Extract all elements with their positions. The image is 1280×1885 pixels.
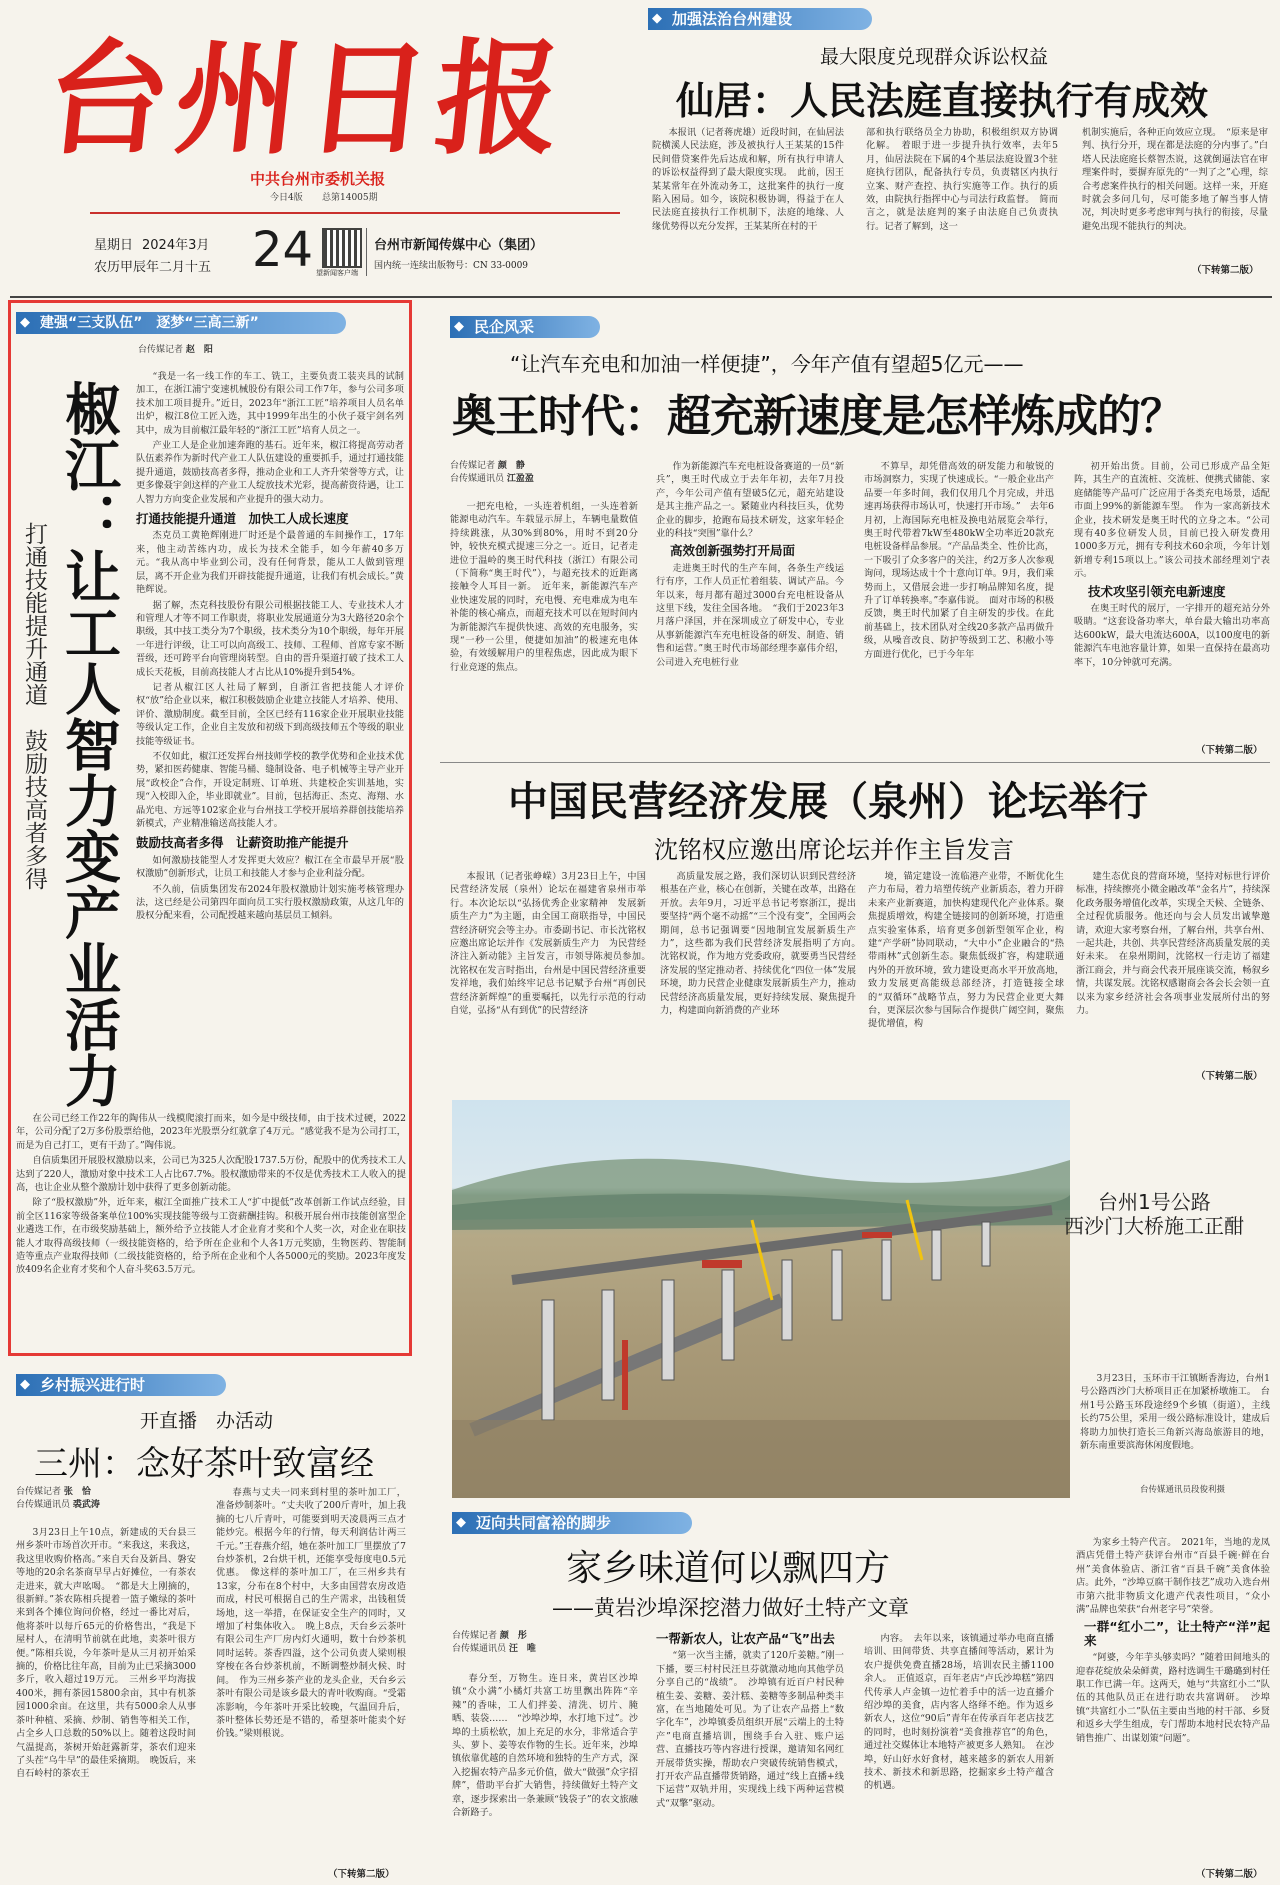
feature-subheadline: 打通技能提升通道 鼓励技高者多得 — [21, 522, 47, 890]
forum-col-1-text: 本报讯（记者张峥嵘）3月23日上午，中国民营经济发展（泉州）论坛在福建省泉州市举行。本次论坛以“弘扬优秀企业家精神 发展新质生产力”为主题，由全国工商联指导，中国民营经济研究会等主办。市委副书记、市长沈铭权应邀出席论坛并作《发展新质生产力 为民营经济注入新动能》主旨发言，市领导陈昶员参加。 沈铭权在发言时指出，台州是中国民营经济重要发祥地，我们始终牢记总书记赋予台州“再创民营经济新辉煌”的重要嘱托，以先行示范的行动自觉，弘扬“从有到优”的民营经济 — [450, 871, 656, 1017]
town-col-1-text: 春分至，万物生。连日来，黄岩区沙埠镇“众小满”小橘灯共富工坊里飘出阵阵“辛辣”的香味，工人们拌姜、清洗、切片、腌晒、装袋…… “沙埠沙埠，水打地下过”。沙埠的土质松软，加上充足的水分，非常适合芋头、萝卜、姜等农作物的生长。近年来，沙埠镇依靠优越的自然环境和独特的生产方式，深入挖掘农特产品多元价值，做大“做强”众字招牌”，借助平台扩大销售，持续做好土特产文章，逐步探索出一条兼顾“钱袋子”的农文旅融合新路子。 — [452, 1673, 638, 1819]
top-story-headline: 仙居：人民法庭直接执行有成效 — [676, 79, 1209, 123]
tea-byline-2-name: 裘武涛 — [72, 1500, 100, 1510]
feature-para-11: 除了“股权激励”外，近年来，椒江全面推广技术工人“扩中提低”改革创新工作试点经验，目前全区116家等级备案单位100%实现技能等级与工资薪酬挂钩。积极开展台州市技能创富型企业遴选工作，在市级奖励基础上，额外给予立技能人才企业育才奖和个人奖一次，对企业在职技能人才取得高级技师（一级技能资格的，给予所在企业和个人各1万元奖励，生物医药、智能制造等重点产业取得技师（二级技能资格的，给予所在企业和个人各5000元的奖励。2023年度发放409名企业育才奖和个人奋斗奖63.5万元。 — [16, 1197, 406, 1276]
qr-code-icon — [322, 228, 362, 268]
town-col-3-text: 内容。 去年以来，该镇通过举办电商直播培训、田间带货、共享直播间等活动，累计为农户提供免费直播28场，培训农民主播1100余人。 正值返京，百年老店“卢氏沙埠糕”第四代传承人卢金镇一边忙着手中的活一边直播介绍沙埠的美食，店内客人络绎不绝。作为返乡新农人，这位“90后”青年在传承百年老店技艺的同时，也时刻扮演着“美食推荐官”的角色，通过社交媒体让本地特产被更多人熟知。 在沙埠，好山好水好食材，越来越多的新农人用新技术、新技术和新思路，挖掘家乡土特产蕴含的机遇。 — [864, 1633, 1054, 1792]
year-month: 2024年3月 — [142, 238, 210, 253]
tea-continued: （下转第二版） — [328, 1869, 395, 1880]
top-story-col-2: 部和执行联络员全力协助，积极组织双方协调化解。 着眼于进一步提升执行效率，去年5月，仙居法院在下属的4个基层法庭设置3个驻庭执行团队，配备执行专员，负责辖区内执行立案、财产查控、执行实施等工作。执行的质效，由院执行指挥中心与司法行政监督。 简而言之，就是法庭判的案子由法庭自己负责执行。记者了解到，这一 — [866, 127, 1058, 232]
feature-headline: 椒江：让工人智力变产业活力 — [56, 380, 121, 1108]
bridge-photo — [452, 1100, 1070, 1498]
ev-col-4 — [1074, 460, 1270, 742]
town-subheadline: ——黄岩沙埠深挖潜力做好土特产文章 — [552, 1596, 909, 1620]
forum-col-4-text: 建生态优良的营商环境，坚持对标世行评价标准，持续擦亮小微金融改革“金名片”，持续深化政务服务增值化改革，实现全天候、全链条、全过程优质服务。他还向与会人员发出诚挚邀请，欢迎大家考察台州，了解台州，共享台州、一起共赴，共创、共享民营经济高质量发展的美好未来。 在泉州期间，沈铭权一行走访了福建浙江商会，并与商会代表开展座谈交流，畅叙乡情，共谋发展。沈铭权感谢商会各会长会领一直以来为家乡经济社会各项事业发展所付出的努力。 — [1076, 871, 1270, 1017]
town-col-4 — [1076, 1536, 1270, 1866]
tea-byline-1-role: 台传媒记者 — [16, 1487, 62, 1497]
photo-title-line-2: 西沙门大桥施工正酣 — [1064, 1214, 1244, 1238]
top-story-col-1: 本报讯（记者蒋虎雄）近段时间，在仙居法院横溪人民法庭，涉及被执行人王某某的15件民间借贷案件先后达成和解，所有执行申请人的诉讼权益得到了最大限度实现。 此前，因王某某常年在外流动务工，这批案件的执行一度陷入困局。如今，该院积极协调，得益于在人民法庭直接执行工作机制下，法庭的地缘、人缘优势得以充分发挥，王某某所在村的干 — [652, 127, 844, 232]
feature-para-3: 杰克员工黄艳辉刚进厂时还是个最普通的车间操作工，17年来，他主动苦练内功，成长为技术全能手，如今年薪40多万元。“我从高中毕业到公司，没有任何背景，能从工人做到管理层，离不开企业为我们开辟技能提升通道，让我们有机会成长。”黄艳辉说。 — [136, 530, 404, 596]
masthead — [30, 14, 630, 292]
town-col-3 — [864, 1632, 1054, 1880]
feature-text-top — [136, 370, 404, 1110]
tea-byline-2-role: 台传媒通讯员 — [16, 1500, 71, 1510]
feature-byline-role: 台传媒记者 — [138, 345, 184, 355]
tea-col-2 — [216, 1486, 406, 1866]
forum-col-1 — [450, 870, 656, 1092]
town-col-4-text: 为家乡土特产代言。 2021年，当地的龙凤酒店凭借土特产获评台州市“百县千碗·鲜在台州”美食体验店、浙江省“百县千碗”美食体验店。此外，“沙埠豆腐干制作技艺”成功入选台州市第六批非物质文化遗产代表性项目，“众小满”品牌也荣获“台州老字号”荣誉。 — [1076, 1537, 1270, 1616]
ev-col-2-text-b: 走进奥王时代的生产车间，各条生产线运行有序，工作人员正忙着组装、调试产品。今年以来，每月都有超过3000台充电桩设备从这里下线，发往全国各地。 “我们于2023年3月落户泽国，并在深圳成立了研发中心，专业从事新能源汽车充电桩设备的研发、制造、销售和运营。”奥王时代市场部经理李嘉伟介绍，公司进入充电桩行业 — [656, 562, 844, 668]
photo-title-line-1: 台州1号公路 — [1098, 1190, 1211, 1214]
section-rule-ev — [440, 762, 1270, 763]
feature-para-10: 自信质集团开展股权激励以来，公司已为325人次配股1737.5万份，配股中的优秀技术工人达到了220人，激励对象中技术工人占比67.7%。股权激励带来的不仅是优秀技术工人收入的提高，也让企业从整个激励计划中获得了更多创新动能。 — [16, 1155, 406, 1194]
ev-col-2 — [656, 460, 844, 740]
town-byline — [452, 1630, 536, 1656]
town-subhead-2: 一群“红小二”，让土特产“洋”起来 — [1084, 1619, 1270, 1648]
lunar-date: 农历甲辰年二月十五 — [94, 260, 212, 275]
town-col-2-text: “第一次当主播，就卖了120斤姜糖。”刚一下播，要三村村民汪旦芬就激动地向其他学员分享自己的“战绩”。 沙埠镇有近百户村民种植生姜、姜糖、姜汁糕、姜糖等多制品种类丰富，在当地随处可见。为了让农产品搭上“数字化车”，沙埠镇委员组织开展“云端上的土特产”电商直播培训，围绕手台入驻、账户运营、直播技巧等内容进行授课，邀请知名网红开展带货实操，帮助农户突破传统销售模式，打开农产品直播带货销路，通过“线上直播+线下运营”双轨并用，实现线上线下两种运营模式“双擎”驱动。 — [656, 1650, 844, 1809]
party-organ-label: 中共台州市委机关报 — [250, 170, 386, 188]
town-headline: 家乡味道何以飘四方 — [566, 1548, 891, 1589]
feature-para-7: 如何激励技能型人才发挥更大效应？椒江在全市最早开展“股权激励”创新形式，让员工和技能人才参与企业利益分配。 — [136, 854, 404, 880]
ev-col-1-text: 一把充电枪，一头连着机组，一头连着新能源电动汽车。车载显示屏上，车辆电量数值持续跳涨，从30%到80%，用时不到20分钟，较快充模式提速三分之一。近日，记者走进位于温岭的奥王时代科技（浙江）有限公司（下简称“奥王时代”），与超充技术的近距离接触令人耳目一新。 近年来，新能源汽车产业快速发展的同时，充电慢、充电难成为电车补能的核心痛点，而超充技术可以在短时间内为新能源汽车提供快速、高效的充电服务，实现“一秒一公里，便捷如加油”的极速充电体验，有效缓解用户的里程焦虑，因此成为眼下行业竞逐的焦点。 — [450, 501, 638, 673]
ev-subhead-2: 技术攻坚引领充电新速度 — [1088, 583, 1226, 599]
tea-byline-1-name: 张 恰 — [63, 1487, 91, 1497]
feature-para-5: 记者从椒江区人社局了解到，自浙江省把技能人才评价权“放”给企业以来，椒江积极鼓励企业建立技能人才培养、使用、评价、激励制度。截至目前，全区已经有116家企业开展职业技能等级认定工作，企业自主发放和初级下到高级技师五个等级的职业技能等级证书。 — [136, 681, 404, 747]
issue-number: 总第14005期 — [322, 193, 378, 203]
feature-para-9: 在公司已经工作22年的陶伟从一线模爬滚打而来，如今是中级技师，由于技术过硬，2022年，公司分配了2万多份股票给他，2023年光股票分红就拿了4万元。“感觉我不是为公司打工，而是为自己打工，更有干劲了。”陶伟说。 — [16, 1113, 406, 1151]
photo-credit: 台传媒通讯员段俊利摄 — [1140, 1485, 1226, 1495]
feature-para-4: 据了解，杰克科技股份有限公司根据技能工人、专业技术人才和管理人才等不同工作职责，将职业发展通道分为3大路径20余个职级，其中技工类分为7个职级，技术类分为10个职级，每年开展一年进行评级，让工可以向高级工、技师、工程师、首席专家不断晋级，还可跨平台向管理岗转型。自由的晋升渠道打破了技术工人成长天花板，目前高技能人才占比从10%提升到54%。 — [136, 599, 404, 678]
town-subhead-1: 一帮新农人，让农产品“飞”出去 — [656, 1631, 835, 1646]
feature-para-8: 不久前，信质集团发布2024年股权激励计划实施考核管理办法，这已经是公司第四年面向员工实行股权激励政策，从这几年的股权分配来看，公司配授越来越向基层员工倾斜。 — [136, 883, 404, 922]
ev-col-4-text-b: 在奥王时代的展厅，一字排开的超充站分外吸睛。“这套设备功率大，单台最大输出功率高达600kW，最大电流达600A，以100度电的新能源汽车电池容量计算，如果一直保持在最高功率下，10分钟就可充满。 — [1074, 603, 1270, 668]
feature-para-2: 产业工人是企业加速奔跑的基石。近年来，椒江将提高劳动者队伍素养作为新时代产业工人队伍建设的重要抓手，通过打通技能提升通道，鼓励技高者多得，推动企业和工人齐升荣誉等方式，让更多像聂宇剑这样的产业工人绽放技术光彩，提高薪资待遇，让工人智力方向变企业发展和产业提升的强大动力。 — [136, 440, 404, 505]
top-story-banner: ◆ 加强法治台州建设 — [648, 8, 872, 30]
section-rule-top — [10, 296, 1272, 298]
publisher: 台州市新闻传媒中心（集团） — [374, 238, 544, 253]
ev-col-1 — [450, 500, 638, 740]
ev-subhead-1: 高效创新强势打开局面 — [670, 543, 796, 559]
masthead-rule — [90, 212, 620, 214]
cn-number: 国内统一连续出版物号：CN 33-0009 — [374, 261, 529, 271]
feature-banner: ◆ 建强“三支队伍” 逐梦“三高三新” — [16, 312, 346, 334]
town-continued: （下转第二版） — [1196, 1869, 1263, 1880]
tea-byline — [16, 1486, 100, 1512]
weekday: 星期日 — [94, 238, 134, 253]
forum-col-2 — [660, 870, 866, 1092]
town-byline-1-name: 颜 彤 — [499, 1631, 527, 1641]
town-byline-1-role: 台传媒记者 — [452, 1631, 498, 1641]
bridge-photo-illustration — [452, 1100, 1070, 1498]
feature-subhead-1: 打通技能提升通道 加快工人成长速度 — [136, 511, 349, 527]
day-number: 24 — [252, 222, 314, 278]
town-banner: ◆ 迈向共同富裕的脚步 — [452, 1512, 692, 1534]
top-story-col-3: 机制实施后，各种正向效应立现。 “原来是审判、执行分开，现在都是法庭的分内事了。”白塔人民法庭庭长蔡智杰说，这就倒逼法官在审理案件时，要摒弃原先的“一判了之”心理，综合考虑案件执行的相关问题。这样一来，开庭时就会多问几句，尽可能多地了解当事人情况，判决时更多考虑审判与执行的衔接，尽量避免出现不能执行的判决。 — [1082, 127, 1268, 232]
newspaper-title: 台州日报 — [38, 27, 574, 172]
feature-para-1: “我是一名一线工作的车工、铣工，主要负责工装夹具的试制加工，在浙江浦宁变速机械股份有限公司工作7年，参与公司多项技术加工项目提升。”近日，2023年“浙江工匠”培养项目人员名单出炉，椒江8位工匠入选，其中1999年出生的小伙子聂宇剑名列其中，成为目前椒江最年轻的“浙江工匠”培育人员之一。 — [136, 371, 404, 436]
feature-subhead-2: 鼓励技高者多得 让薪资助推产能提升 — [136, 835, 349, 851]
town-col-1 — [452, 1672, 638, 1880]
ev-headline: 奥王时代：超充新速度是怎样炼成的？ — [452, 391, 1183, 442]
forum-subheadline: 沈铭权应邀出席论坛并作主旨发言 — [654, 836, 1014, 864]
ev-kicker: “让汽车充电和加油一样便捷”，今年产值有望超5亿元—— — [510, 352, 1024, 376]
tea-banner: ◆ 乡村振兴进行时 — [16, 1374, 226, 1396]
forum-col-4 — [1076, 870, 1270, 1066]
tea-col-1 — [16, 1526, 196, 1878]
page-count: 今日4版 — [270, 193, 303, 203]
town-col-2 — [656, 1632, 844, 1880]
forum-col-3-text: 境，锚定建设一流临港产业带，不断优化生产力布局，着力培塑传统产业新质态，着力开辟未来产业新赛道，加快构建现代化产业体系。聚焦提质增效，构建全链接同的创新环境，打造重点实验室体系，培育更多创新型领军企业，构建“产学研”协同联动，“大中小”企业融合的“热带雨林”式创新生态。聚焦低级扩容，构建联通内外的开放环境，致力建设更高水平开放高地，致力发展更高能级总部经济，打造链接全球的“双循环”战略节点，努力为民营企业更大舞台，更深层次参与国际合作提供广阔空间，聚焦提优增值，构 — [868, 871, 1064, 1030]
tea-col-1-text: 3月23日上午10点，新建成的天台县三州乡茶叶市场首次开市。“来我这，来我这，我这里收购价格高。”来自天台及新昌、磐安等地的20余名茶商早早占好摊位，一有茶农走进来，就大声吆喝。 “都是大上刚摘的，很新鲜。”茶农陈相兵提着一篮子嫩绿的茶叶来到各个摊位询问价格，经过一番比对后，他将茶叶以每斤65元的价格售出，“我是下屋村人，在清明节前就在此地，卖茶叶很方便。”陈相兵说，今年茶叶是从三月初开始采摘的，价格比往年高，目前为止已采摘3000多斤，收入超过19万元。 三州乡平均海拔400米，拥有茶园15800余亩，其中有机茶园1000余亩。在这里，共有5000余人从事茶叶种植、采摘、炒制、销售等相关工作，占全乡人口总数的50%以上。随着这段时间气温提高，茶树开始赶露新芽，茶农们迎来了头茬“乌牛早”的最佳采摘期。 晚饭后，来自石岭村的茶农王 — [16, 1527, 196, 1780]
top-story-kicker: 最大限度兑现群众诉讼权益 — [820, 46, 1049, 68]
tea-kicker: 开直播 办活动 — [140, 1410, 274, 1432]
forum-continued: （下转第二版） — [1196, 1071, 1263, 1082]
feature-byline — [138, 344, 213, 357]
town-byline-2-role: 台传媒通讯员 — [452, 1644, 507, 1654]
feature-byline-name: 赵 阳 — [185, 345, 213, 355]
town-col-4-text-b: “阿婆，今年芋头够卖吗？”随着田间地头的迎春花绽放朵朵鲜黄，路村选调生干璐璐到村任职工作已满一年。这两天，她与“共富红小二”队伍的其他队员正在进行助农共富调研。 沙埠镇“共富红小二”队伍主要由当地的村干部、乡贤和返乡大学生组成，专门帮助本地村民农特产品销售推广、出谋划策“问题”。 — [1076, 1652, 1270, 1744]
ev-byline-1-role: 台传媒记者 — [450, 461, 496, 471]
forum-col-3 — [868, 870, 1064, 1092]
tea-col-2-text: 春燕与丈夫一同来到村里的茶叶加工厂，准备炒制茶叶。“丈夫收了200斤青叶，加上我摘的七八斤青叶，可能要到明天凌晨两三点才能炒完。根据今年的行情，每天利润估计两三千元。”王春燕介绍，她在茶叶加工厂里摆放了7台炒茶机，2台烘干机，还能享受每度电0.5元优惠。 像这样的茶叶加工厂，在三州乡共有13家，分布在8个村中，大多由国营农房改造而成，村民可根据自己的生产需求，出钱租赁场地，这一举措，在保证安全生产的同时，又增加了村集体收入。 晚上8点，天台乡云茶叶有限公司生产厂房内灯火通明，数十台炒茶机同时运转。茶香四溢，这个公司负责人梁则根穿梭在各台炒茶机前，不断调整炒制火候、时间。 作为三州乡茶产业的龙头企业，天台乡云茶叶有限公司是该乡最大的青叶收购商。“受霜冻影响，今年茶叶开采比较晚，气温回升后，茶叶整体长势还是不错的，希望茶叶能卖个好价钱。”梁则根说。 — [216, 1487, 406, 1740]
ev-byline — [450, 460, 534, 486]
photo-caption: 3月23日，玉环市干江镇断香海边，台州1号公路西沙门大桥项目正在加紧桥墩施工。 台州1号公路玉环段途经9个乡镇（街道），主线长约75公里，采用一级公路标准设计，建成后将助力加快打造长三角新兴海岛旅游目的地，新东南重要滨海休闲度假地。 — [1080, 1373, 1270, 1452]
tea-headline: 三州：念好茶叶致富经 — [34, 1444, 374, 1484]
feature-para-6: 不仅如此，椒江还发挥台州技师学校的教学优势和企业技术优势，紧扣医药健康、智能马桶、缝制设备、电子机械等主导产业开展“政校企”合作，开设定制班、订单班、共建校企实训基地，实现“入校即入企，毕业即就业”。目前，包括海正、杰克、海翔、水晶光电、方远等102家企业与台州技工学校开展培养群创技能培养新模式，产业精准输送高技能人才。 — [136, 750, 404, 829]
top-story-continued: （下转第二版） — [1192, 265, 1259, 276]
ev-banner: ◆ 民企风采 — [450, 316, 600, 338]
ev-byline-1-name: 颜 静 — [497, 461, 525, 471]
qr-caption: 望新闻客户端 — [316, 269, 358, 277]
forum-headline: 中国民营经济发展（泉州）论坛举行 — [508, 779, 1148, 825]
ev-col-3 — [864, 460, 1054, 740]
ev-byline-2-name: 江盈盈 — [506, 474, 534, 484]
ev-col-3-text: 不算早，却凭借高效的研发能力和敏锐的市场洞察力，实现了快速成长。“一般企业出产品要一年多时间，我们仅用几个月完成，并迅速再场获得市场认可，快速打开市场。” 去年6月初，上海国际充电桩及换电站展览会举行，奥王时代带着7kW至480kW全功率近20款充电桩设备样品参展。“产品品类全、性价比高，一下吸引了众多客户的关注，约2万多人次参观询问，现场达成十个十意向订单。9月，我们乘势而上，又借展会进一步打响品牌知名度，提升了订单转换率。”李嘉伟说。 面对市场的积极反馈，奥王时代加紧了自主研发的步伐。在此前基础上，技术团队对全线20多款产品再做升级，从噪音改良、防护等级到工艺、积敝小等方面进行优化，已于今年年 — [864, 461, 1054, 660]
feature-text-bottom — [16, 1112, 406, 1350]
ev-col-4-text: 初开始出货。目前，公司已形成产品全矩阵，其生产的直流桩、交流桩、便携式储能、家庭储能等产品可广泛应用于各类充电场景，适配市面上99%的新能源车型。 作为一家高新技术企业，技术研发是奥王时代的立身之本。“公司现有40多位研发人员，目前已投入研发费用1000多万元，拥有专利技术60余项，今年计划新增专利15项以上。”该公司技术部经理刘宁表示。 — [1074, 461, 1270, 580]
forum-col-2-text: 高质量发展之路，我们深切认识到民营经济根基在产业，核心在创新，关键在改革，出路在开放。去年9月，习近平总书记考察浙江，提出要坚持“两个毫不动摇”“三个没有变”，全国两会期间，总书记强调要“因地制宜发展新质生产力”，这些都为我们民营经济发展指明了方向。 沈铭权说，作为地方党委政府，就要勇当民营经济发展的坚定推动者、持续优化“四位一体”发展环境，助力民营企业健康发展新质生产力，推动民营经济高质量发展，更好持续发展、聚焦提升力，构建面向新消费的产业环 — [660, 871, 866, 1017]
ev-col-2-text: 作为新能源汽车充电桩设备赛道的一员“新兵”，奥王时代成立于去年年初，去年7月投产，今年公司产值有望破5亿元，超充站建设是其主推产品之一。紧随业内科技巨头，优势企业的脚步，抢跑布局技术研发，这家年轻企业的科技“突围”靠什么？ — [656, 461, 844, 540]
town-byline-2-name: 汪 唯 — [508, 1644, 536, 1654]
ev-byline-2-role: 台传媒通讯员 — [450, 474, 505, 484]
ev-continued: （下转第二版） — [1196, 745, 1263, 756]
masthead-vrule — [366, 228, 367, 276]
